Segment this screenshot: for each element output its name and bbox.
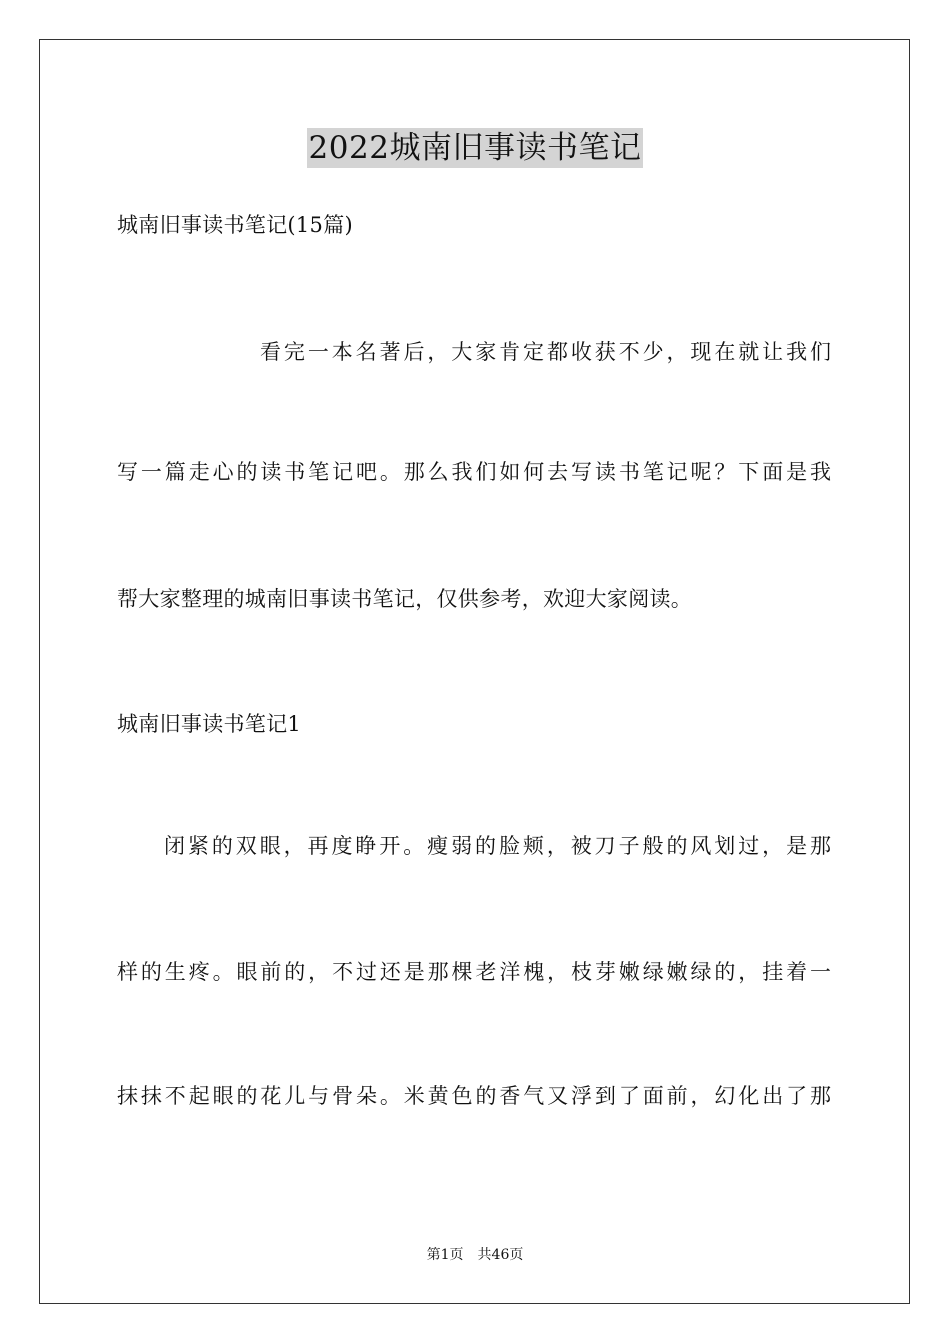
- body-line-1: 闭紧的双眼，再度睁开。瘦弱的脸颊，被刀子般的风划过，是那: [164, 834, 831, 858]
- title-container: [0, 128, 950, 168]
- page-number-footer: 第1页 共46页: [426, 1247, 524, 1263]
- intro-line-1: 看完一本名著后，大家肯定都收获不少，现在就让我们: [260, 340, 831, 364]
- section-heading: 城南旧事读书笔记1: [117, 712, 302, 736]
- intro-line-2: 写一篇走心的读书笔记吧。那么我们如何去写读书笔记呢？下面是我: [117, 460, 831, 484]
- document-subtitle: 城南旧事读书笔记(15篇): [117, 213, 354, 237]
- body-line-2: 样的生疼。眼前的，不过还是那棵老洋槐，枝芽嫩绿嫩绿的，挂着一: [117, 960, 831, 984]
- intro-line-3: 帮大家整理的城南旧事读书笔记，仅供参考，欢迎大家阅读。: [117, 587, 693, 611]
- body-line-3: 抹抹不起眼的花儿与骨朵。米黄色的香气又浮到了面前，幻化出了那: [117, 1084, 831, 1108]
- document-title: 2022城南旧事读书笔记: [308, 130, 642, 166]
